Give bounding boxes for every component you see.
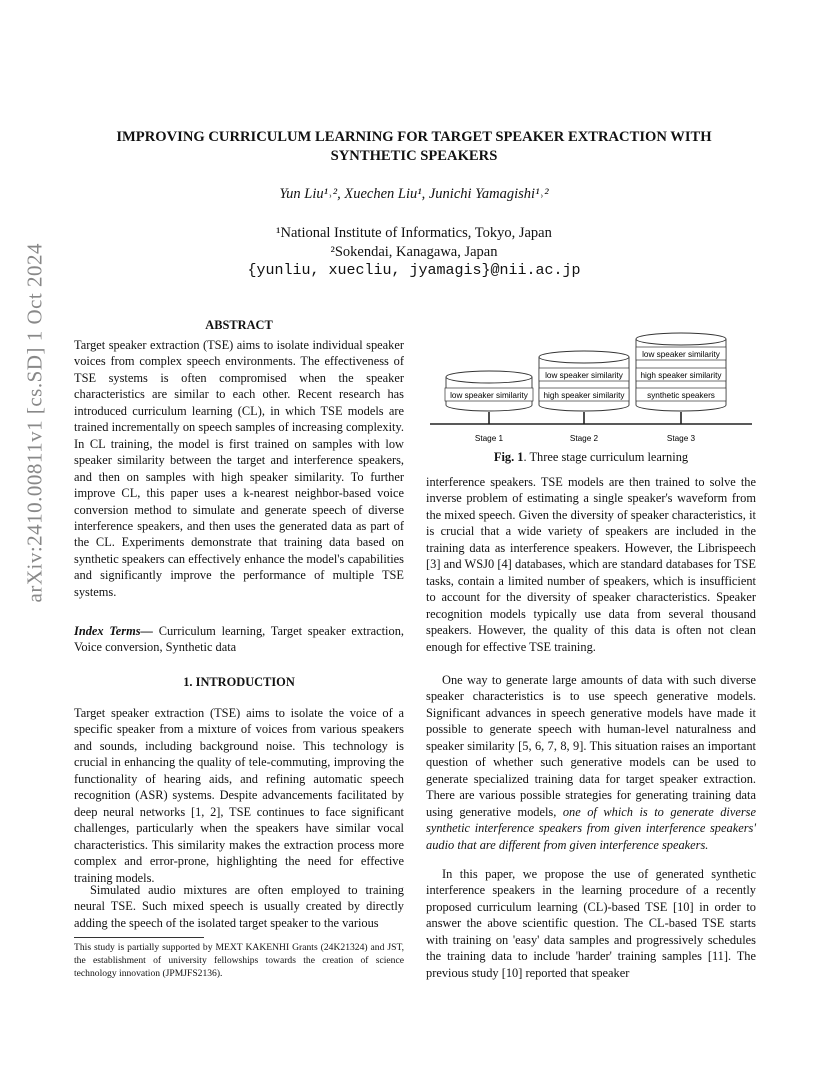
abstract-heading: ABSTRACT <box>205 318 273 332</box>
abstract-text: Target speaker extraction (TSE) aims to isolate individual speaker voices from complex speech environments. The effectiveness of TSE systems is often compromised when the speaker characteristics are similar to each other. Recent research has introduced curriculum learning (CL), in which TSE models are trained incrementally on speech samples of increasing complexity. In CL training, the model is first trained on samples with low speaker similarity between the target and interference speakers, and then on samples with high speaker similarity. To further improve CL, this paper uses a k-nearest neighbor-based voice conversion method to simulate and generate speech of diverse interference speakers, and then uses the generated data as part of the CL. Experiments demonstrate that training data based on synthetic speakers can effectively enhance the model's capabilities and significantly improve the performance of multiple TSE systems. <box>74 338 404 599</box>
authors: Yun Liu¹˒², Xuechen Liu¹, Junichi Yamagishi¹˒² <box>279 186 549 202</box>
stage3-item-2: high speaker similarity <box>640 371 722 380</box>
stage3-item-1: low speaker similarity <box>642 350 720 359</box>
title-line-1: IMPROVING CURRICULUM LEARNING FOR TARGET SPEAKER EXTRACTION WITH <box>116 129 712 145</box>
title-line-2: SYNTHETIC SPEAKERS <box>330 148 498 164</box>
stage3-cylinder <box>636 333 726 411</box>
index-terms-text: Curriculum learning, Target speaker extraction, Voice conversion, Synthetic data <box>74 624 404 655</box>
stage2-cylinder <box>539 351 629 411</box>
stage1-item-1: low speaker similarity <box>450 391 528 400</box>
stage1-cylinder <box>445 371 533 411</box>
caption-text: . Three stage curriculum learning <box>523 450 689 464</box>
stage3-item-3: synthetic speakers <box>647 391 715 400</box>
paper-title <box>80 128 748 166</box>
caption-label: Fig. 1 <box>493 450 524 464</box>
stage2-label: Stage 2 <box>569 434 599 443</box>
intro-paragraph-2: Simulated audio mixtures are often employed to training neural TSE. Such mixed speech is usually created by directly adding the speech of the isolated target speaker to the various <box>74 883 404 930</box>
stage1-label: Stage 1 <box>474 434 504 443</box>
curriculum-figure <box>426 325 756 447</box>
affiliation-1: ¹National Institute of Informatics, Tokyo, Japan <box>276 225 552 241</box>
footnote: This study is partially supported by MEXT KAKENHI Grants (24K21324) and JST, the establishment of university fellowships towards the creation of science technology innovation (JPMJFS2136). <box>74 942 404 979</box>
introduction-heading: 1. INTRODUCTION <box>183 675 295 689</box>
author-emails: {yunliu, xuecliu, jyamagis}@nii.ac.jp <box>247 262 581 279</box>
stage2-item-2: high speaker similarity <box>543 391 625 400</box>
right-paragraph-2-text: One way to generate large amounts of data with such diverse speaker characteristics is to use speech generative models. Significant advances in speech generative models have made it possible to generate speech with human-level naturalness and speaker similarity [5, 6, 7, 8, 9]. This situation raises an important question of whether such generative models can be used to generate specialized training data for target speaker extraction. There are various possible strategies for generating training data using generative models, <box>426 673 756 819</box>
right-paragraph-3: In this paper, we propose the use of generated synthetic interference speakers in the learning procedure of a recently proposed curriculum learning (CL)-based TSE [10] in order to answer the above scientific question. The CL-based TSE starts with training on 'easy' data samples and progressively schedules the training data to include 'harder' training samples [11]. The previous study [10] reported that speaker <box>426 867 756 980</box>
figure-caption <box>426 450 756 465</box>
right-paragraph-1: interference speakers. TSE models are then trained to solve the inverse problem of estimating a single speaker's waveform from the mixed speech. Given the diversity of speaker characteristics, it is crucial that a wide variety of speakers are included in the training data as interference speakers. However, the Librispeech [3] and WSJ0 [4] databases, which are standard databases for TSE tasks, contain a limited number of speakers, which is insufficient to account for the diversity of speaker characteristics. Speaker recognition models typically use data from several thousand speakers. However, the quality of this data is often not clean enough for effective TSE training. <box>426 475 756 654</box>
right-paragraph-2 <box>426 672 756 853</box>
index-terms-label: Index Terms— <box>74 624 153 638</box>
footnote-rule <box>74 937 204 938</box>
stage3-label: Stage 3 <box>666 434 696 443</box>
index-terms <box>74 623 404 656</box>
affiliation-2: ²Sokendai, Kanagawa, Japan <box>330 244 498 260</box>
intro-paragraph-1: Target speaker extraction (TSE) aims to isolate the voice of a specific speaker from a mixture of voices from various speakers and sounds, including background noise. This technology is crucial in enhancing the quality of tele-commuting, improving the functionality of hearing aids, and refining automatic speech recognition (ASR) systems. Despite advancements facilitated by deep neural networks [1, 2], TSE continues to face significant challenges, particularly when the speakers have similar vocal characteristics. This similarity makes the extraction process more complex and error-prone, highlighting the need for effective training models. <box>74 706 404 885</box>
right-paragraph-2-italic: one of which is to generate diverse synthetic interference speakers from given interference speakers' audio that are different from given interference speakers. <box>426 804 757 852</box>
stage2-item-1: low speaker similarity <box>545 371 623 380</box>
arxiv-side-stamp: arXiv:2410.00811v1 [cs.SD] 1 Oct 2024 <box>22 242 47 603</box>
